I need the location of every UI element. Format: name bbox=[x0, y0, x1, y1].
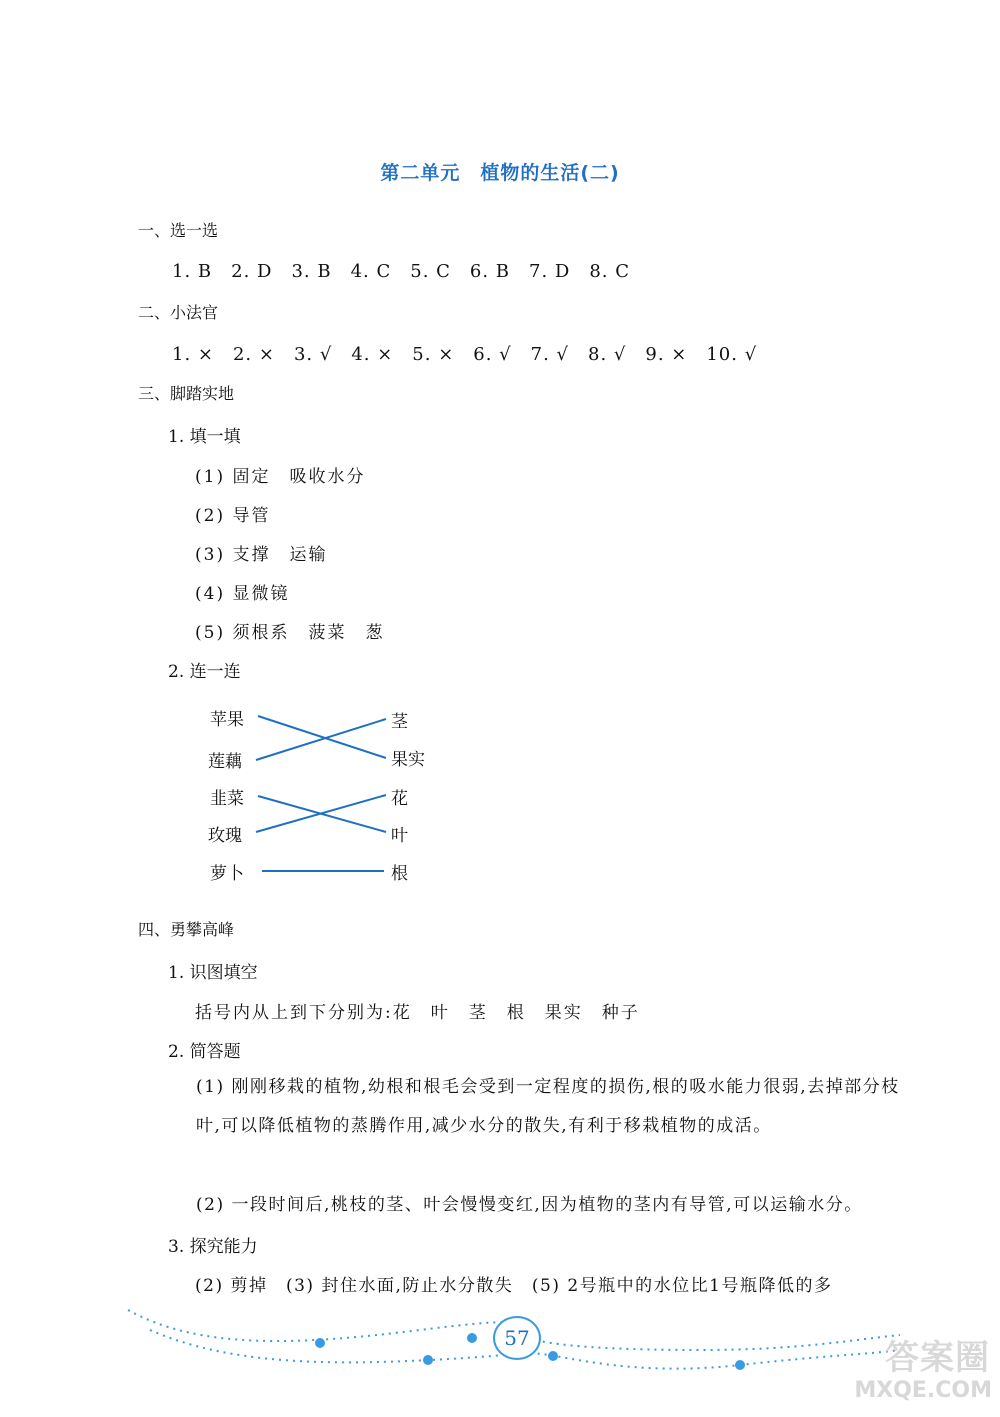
section-heading-3: 三、脚踏实地 bbox=[138, 384, 235, 403]
fill-answer-4: (4) 显微镜 bbox=[195, 584, 290, 604]
match-left-item: 莲藕 bbox=[208, 752, 242, 772]
fill-answer-1: (1) 固定 吸收水分 bbox=[195, 467, 366, 487]
page-number: 57 bbox=[493, 1316, 541, 1360]
match-right-item: 根 bbox=[391, 864, 408, 884]
match-left-item: 韭菜 bbox=[210, 789, 244, 809]
match-right-item: 叶 bbox=[391, 826, 408, 846]
decorative-dot bbox=[423, 1355, 433, 1365]
short-answer-1: (1) 刚刚移栽的植物,幼根和根毛会受到一定程度的损伤,根的吸水能力很弱,去掉部分枝叶,可以降低植物的蒸腾作用,减少水分的散失,有利于移栽植物的成活。 bbox=[196, 1077, 900, 1136]
fill-answer-3: (3) 支撑 运输 bbox=[195, 545, 328, 565]
judge-answers: 1. × 2. × 3. √ 4. × 5. × 6. √ 7. √ 8. √ 9. × 10. √ bbox=[172, 344, 758, 365]
section-heading-2: 二、小法官 bbox=[138, 303, 219, 322]
short-answer-2: (2) 一段时间后,桃枝的茎、叶会慢慢变红,因为植物的茎内有导管,可以运输水分。 bbox=[196, 1195, 863, 1215]
match-right-item: 果实 bbox=[391, 750, 425, 770]
decorative-dot bbox=[548, 1351, 558, 1361]
match-line-apple-fruit bbox=[258, 716, 386, 758]
page-title: 第二单元 植物的生活(二) bbox=[380, 162, 620, 184]
watermark-logo: 答案圈 bbox=[885, 1338, 990, 1378]
inquiry-question-title: 3. 探究能力 bbox=[168, 1237, 258, 1257]
match-line-lotus-stem bbox=[256, 719, 386, 760]
match-right-item: 花 bbox=[391, 789, 408, 809]
match-left-item: 玫瑰 bbox=[208, 826, 242, 846]
fill-question-title: 1. 填一填 bbox=[168, 427, 241, 447]
match-right-item: 茎 bbox=[391, 712, 408, 732]
section-heading-4: 四、勇攀高峰 bbox=[138, 920, 235, 939]
decorative-dot bbox=[735, 1360, 745, 1370]
match-question-title: 2. 连一连 bbox=[168, 662, 241, 682]
choice-answers: 1. B 2. D 3. B 4. C 5. C 6. B 7. D 8. C bbox=[172, 261, 631, 282]
watermark-url: MXQE.COM bbox=[854, 1378, 992, 1403]
diagram-question-title: 1. 识图填空 bbox=[168, 963, 258, 983]
section-heading-1: 一、选一选 bbox=[138, 221, 219, 240]
short-answer-title: 2. 简答题 bbox=[168, 1042, 241, 1062]
fill-answer-5: (5) 须根系 菠菜 葱 bbox=[195, 623, 385, 643]
decorative-dot bbox=[315, 1338, 325, 1348]
decorative-dot bbox=[467, 1333, 477, 1343]
inquiry-answer: (2) 剪掉 (3) 封住水面,防止水分散失 (5) 2号瓶中的水位比1号瓶降低的多 bbox=[195, 1276, 833, 1296]
match-left-item: 苹果 bbox=[210, 710, 244, 730]
fill-answer-2: (2) 导管 bbox=[195, 506, 271, 526]
diagram-answer: 括号内从上到下分别为:花 叶 茎 根 果实 种子 bbox=[195, 1003, 640, 1023]
match-left-item: 萝卜 bbox=[210, 864, 244, 884]
